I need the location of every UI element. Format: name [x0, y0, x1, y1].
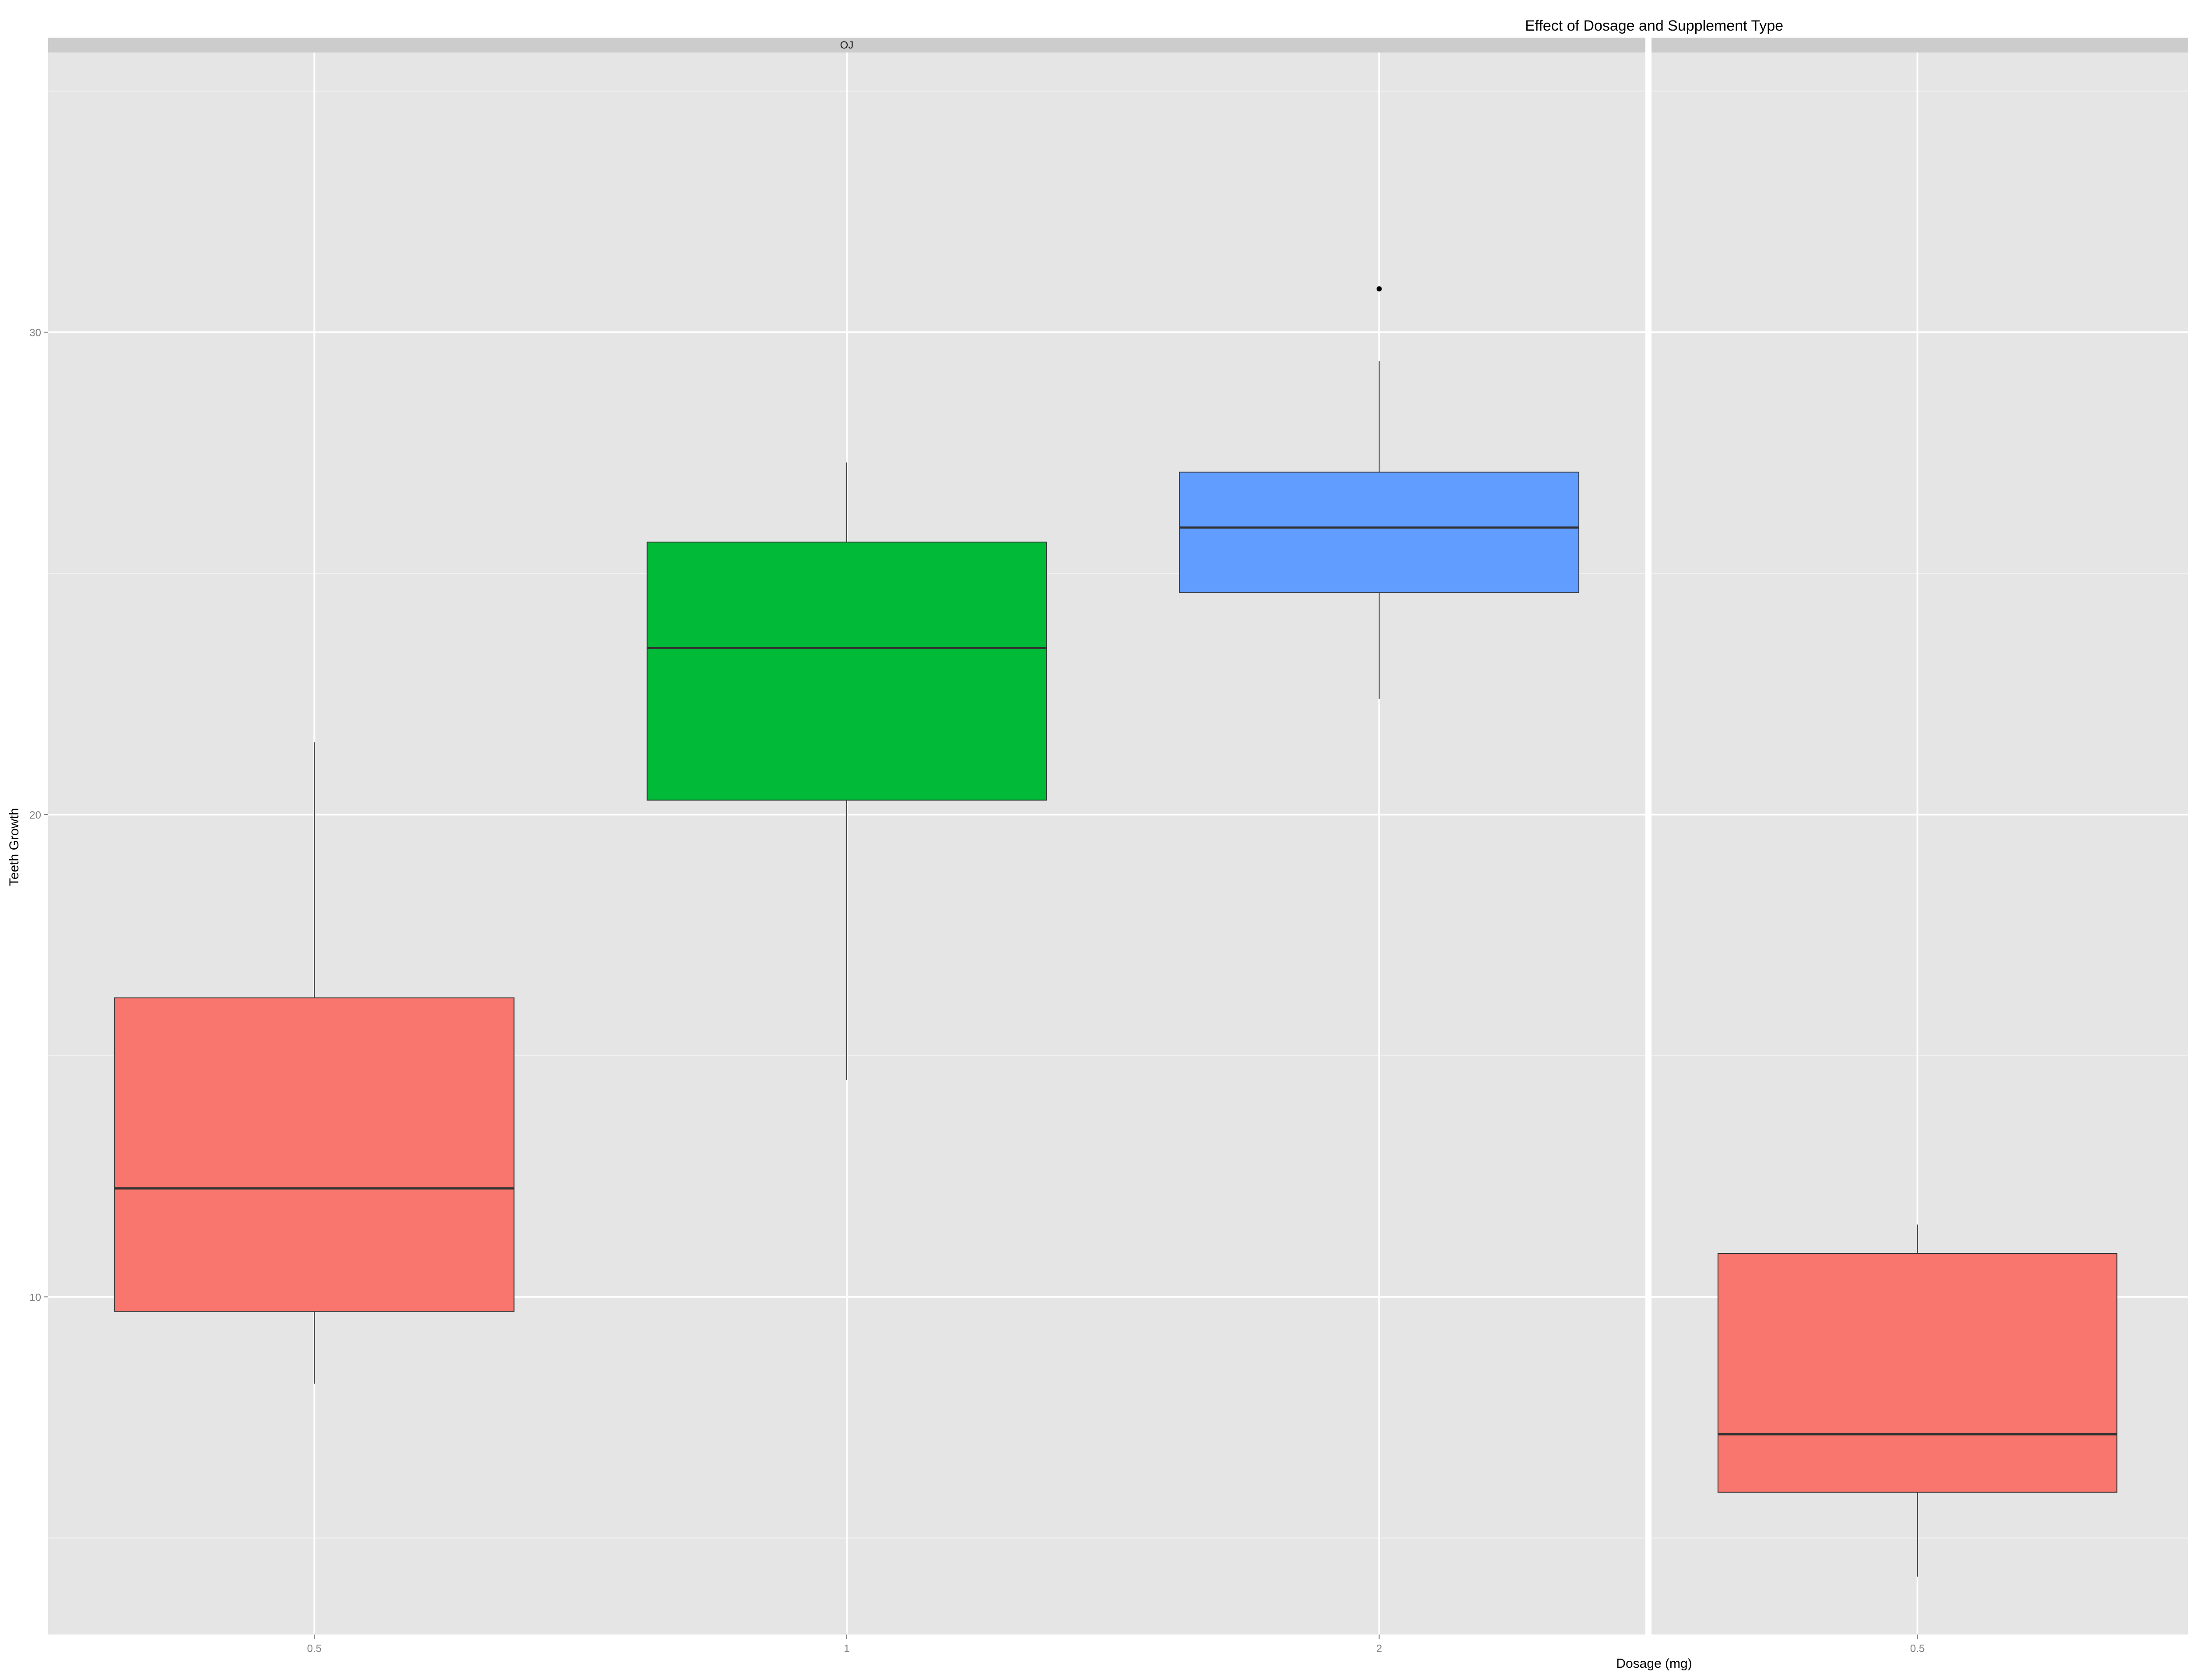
y-tick-label: 10: [29, 1292, 41, 1304]
x-tick-label: 0.5: [307, 1643, 322, 1655]
x-tick-label: 2: [1376, 1643, 1382, 1655]
facet-panels: [29, 38, 2188, 1655]
facet-panel-oj: [29, 38, 1645, 1655]
chart-title: Effect of Dosage and Supplement Type: [1525, 18, 1784, 34]
box-iqr: [115, 998, 514, 1312]
box-iqr: [647, 542, 1047, 800]
facet-panel-vc: [1652, 38, 2188, 1655]
x-axis-label: Dosage (mg): [1616, 1656, 1692, 1671]
box-iqr: [1179, 472, 1579, 593]
box-iqr: [1718, 1253, 2117, 1492]
y-axis-label: Teeth Growth: [7, 808, 21, 886]
outlier-point: [1377, 286, 1382, 291]
y-tick-label: 30: [29, 327, 41, 339]
x-tick-label: 1: [844, 1643, 850, 1655]
y-tick-label: 20: [29, 809, 41, 821]
facet-strip-label: OJ: [840, 39, 854, 51]
facet-strip: [1652, 38, 2188, 52]
x-tick-label: 0.5: [1910, 1643, 1925, 1655]
